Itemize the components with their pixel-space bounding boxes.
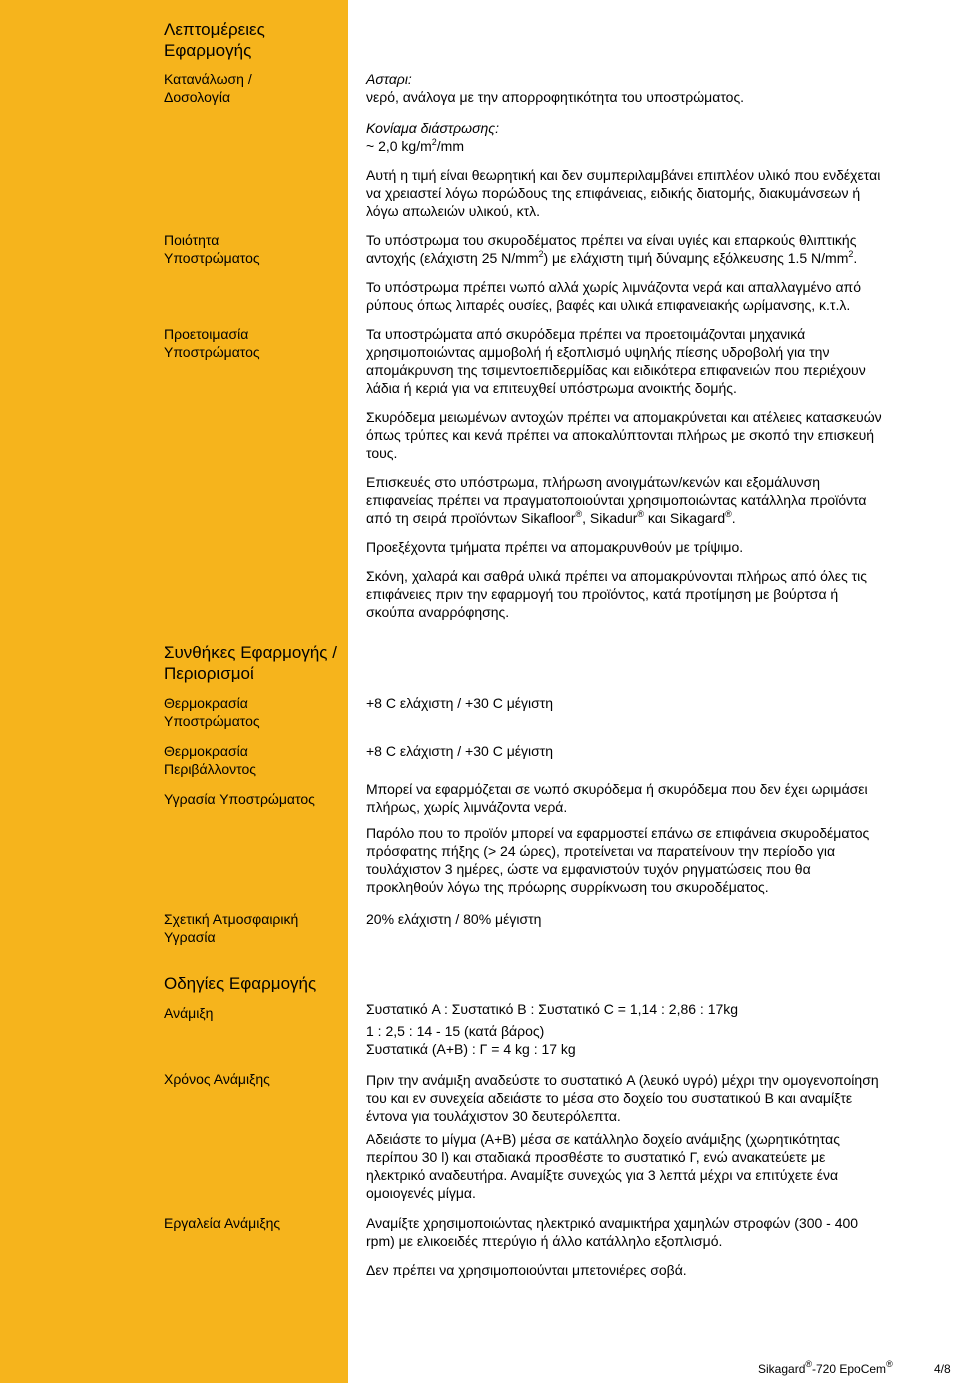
mixing-time-paragraph-1: Πριν την ανάμιξη αναδεύστε το συστατικό A (λευκό υγρό) μέχρι την ομογενοποίηση του και εν συνεχεία αδειάστε το μέσα στο δοχείο του συστατικού B και αναμίξτε έντονα για τουλάχιστον 30 δευτερόλεπτα. (366, 1072, 879, 1124)
moisture-paragraph-1: Μπορεί να εφαρμόζεται σε νωπό σκυρόδεμα ή σκυρόδεμα που δεν έχει ωριμάσει πλήρως, χωρίς λιμνάζοντα νερά. (366, 781, 868, 815)
quality-paragraph-1: Το υπόστρωμα του σκυροδέματος πρέπει να είναι υγιές και επαρκούς θλιπτικής αντοχής (ελάχιστη 25 $N/mm^2$) με ελάχιστη τιμή δύναμης εξόλκευσης 1.5 $N/mm^2$. (366, 232, 858, 266)
label-mixing-tools: Εργαλεία Ανάμιξης (164, 1215, 281, 1231)
humidity-value: 20% ελάχιστη / 80% μέγιστη (366, 911, 542, 927)
label-consumption: Κατανάλωση / Δοσολογία (164, 71, 252, 105)
footer-product-name: Sikagard®-720 EpoCem® (758, 1359, 893, 1376)
label-ambient-temperature: Θερμοκρασία Περιβάλλοντος (164, 743, 257, 777)
moisture-paragraph-2: Παρόλο που το προϊόν μπορεί να εφαρμοστεί επάνω σε επιφάνεια σκυροδέματος πρόσφατης πήξης (> 24 ώρες), προτείνεται να παρατείνουν την περίοδο για τουλάχιστον 3 ημέρες, ώστε να εμφανιστούν τυχόν ρηγματώσεις που θα προκληθούν λόγω της πρόωρης συρρίκνωση του σκυροδέματος. (366, 825, 870, 895)
mixing-ratios: Συστατικό A : Συστατικό B : Συστατικό C = 1,14 : 2,86 : 17kg 1 : 2,5 : 14 - 15 (κατά βάρος) Συστατικά (A+B) : Γ = 4 kg : 17 kg (366, 1001, 739, 1057)
mixing-time-paragraph-2: Αδειάστε το μίγμα (A+B) μέσα σε κατάλληλο δοχείο ανάμιξης (χωρητικότητας περίπου 30 l) και σταδιακά προσθέστε το συστατικό Γ, ενώ ανακατεύετε με ηλεκτρικό αναδευτήρα. Αναμίξτε συνεχώς για 3 λεπτά μέχρι να επιτύχετε ένα ομοιογενές μίγμα. (366, 1131, 840, 1201)
mixing-tools-paragraph-2: Δεν πρέπει να χρησιμοποιούνται μπετονιέρες σοβά. (366, 1262, 687, 1278)
prep-paragraph-4: Προεξέχοντα τμήματα πρέπει να απομακρυνθούν με τρίψιμο. (366, 539, 744, 555)
label-substrate-temperature: Θερμοκρασία Υποστρώματος (164, 695, 260, 729)
label-mixing-time: Χρόνος Ανάμιξης (164, 1071, 270, 1087)
prep-paragraph-2: Σκυρόδεμα μειωμένων αντοχών πρέπει να απομακρύνεται και ατέλειες κατασκευών όπως τρύπες και κενά πρέπει να αποκαλύπτονται πλήρως με σκοπό την επισκευή τους. (366, 409, 882, 461)
sidebar-band (0, 0, 348, 1383)
prep-paragraph-1: Τα υποστρώματα από σκυρόδεμα πρέπει να προετοιμάζονται μηχανικά χρησιμοποιώντας αμμοβολή ή εξοπλισμό υψηλής πίεσης υδροβολή για την απομάκρυνση της τσιμεντοεπιδερμίδας και ειδικότερα επιφανειών που περιέχουν λάδια ή κεριά για να επιτευχθεί υπόστρωμα ανοικτής δομής. (366, 326, 866, 396)
primer-text: νερό, ανάλογα με την απορροφητικότητα του υποστρώματος. (366, 89, 745, 105)
section-title-application-conditions: Συνθήκες Εφαρμογής / Περιορισμοί (164, 643, 337, 683)
label-relative-humidity: Σχετική Ατμοσφαιρική Υγρασία (164, 911, 299, 945)
section-title-application-details: Λεπτομέρειες Εφαρμογής (164, 20, 265, 60)
substrate-temperature-value: +8 C ελάχιστη / +30 C μέγιστη (366, 695, 554, 711)
section-title-application-instructions: Οδηγίες Εφαρμογής (164, 974, 317, 993)
quality-paragraph-2: Το υπόστρωμα πρέπει νωπό αλλά χωρίς λιμνάζοντα νερά και απαλλαγμένο από ρύπους όπως λιπαρές ουσίες, βαφές και υλικά επιφανειακής ωρίμανσης, κ.τ.λ. (366, 279, 861, 313)
prep-paragraph-5: Σκόνη, χαλαρά και σαθρά υλικά πρέπει να απομακρύνονται πλήρως από όλες τις επιφάνειες πριν την εφαρμογή του προϊόντος, κατά προτίμηση με βούρτσα ή σκούπα αναρρόφησης. (366, 568, 867, 620)
prep-paragraph-3: Επισκευές στο υπόστρωμα, πλήρωση ανοιγμάτων/κενών και εξομάλυνση επιφανείας πρέπει να πραγματοποιούνται χρησιμοποιώντας κατάλληλα προϊόντα από τη σειρά προϊόντων Sikafloor®, Sikadur® και Sikagard®. (366, 474, 867, 526)
label-substrate-preparation: Προετοιμασία Υποστρώματος (164, 326, 260, 360)
theory-note: Αυτή η τιμή είναι θεωρητική και δεν συμπεριλαμβάνει επιπλέον υλικό που ενδέχεται να χρειαστεί λόγω πορώδους της επιφάνειας, ειδικής διατομής, διακυμάνσεων ή λόγω απωλειών υλικού, κτλ. (366, 167, 881, 219)
mortar-value: ~ 2,0 $kg/m^2/mm$ (366, 137, 464, 154)
label-substrate-quality: Ποιότητα Υποστρώματος (164, 232, 260, 266)
mixing-tools-paragraph-1: Αναμίξτε χρησιμοποιώντας ηλεκτρικό αναμικτήρα χαμηλών στροφών (300 - 400 rpm) με ελικοειδές πτερύγιο ή άλλο κατάλληλο εξοπλισμό. (366, 1215, 859, 1249)
ambient-temperature-value: +8 C ελάχιστη / +30 C μέγιστη (366, 743, 554, 759)
label-substrate-moisture: Υγρασία Υποστρώματος (164, 791, 315, 807)
label-mixing: Ανάμιξη (164, 1005, 214, 1021)
primer-label: Ασταρι: (366, 71, 412, 87)
footer-page-number: 4/8 (934, 1362, 951, 1376)
mortar-label: Κονίαμα διάστρωσης: (366, 120, 499, 136)
